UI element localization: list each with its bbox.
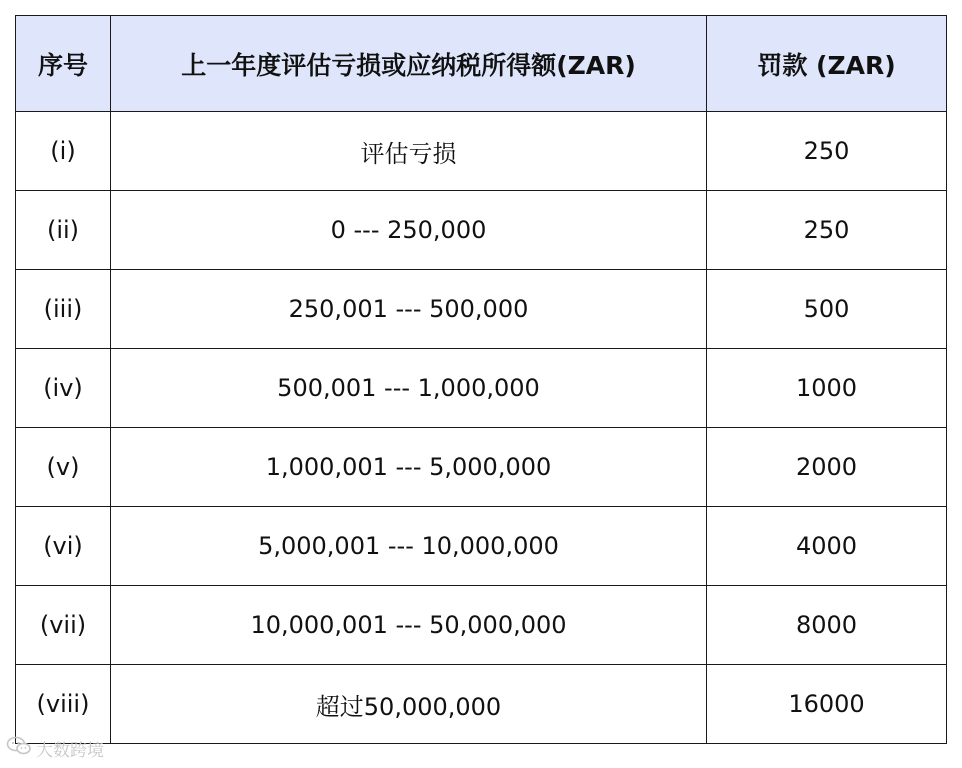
row-index: (vii)	[16, 586, 111, 665]
row-penalty: 1000	[707, 349, 947, 428]
row-income-range: 250,001 --- 500,000	[111, 270, 707, 349]
row-penalty: 500	[707, 270, 947, 349]
header-penalty: 罚款 (ZAR)	[707, 16, 947, 112]
table-row	[16, 665, 947, 744]
row-index: (v)	[16, 428, 111, 507]
wechat-logo-icon	[6, 736, 32, 761]
row-index: (viii)	[16, 665, 111, 744]
table-row	[16, 349, 947, 428]
table-row	[16, 191, 947, 270]
row-penalty: 4000	[707, 507, 947, 586]
row-index: (iv)	[16, 349, 111, 428]
header-income-range: 上一年度评估亏损或应纳税所得额(ZAR)	[111, 16, 707, 112]
row-index: (ii)	[16, 191, 111, 270]
row-income-range: 超过50,000,000	[111, 665, 707, 744]
watermark-text: 大数跨境	[36, 741, 104, 761]
row-penalty: 8000	[707, 586, 947, 665]
row-index: (vi)	[16, 507, 111, 586]
row-income-range: 评估亏损	[111, 112, 707, 191]
row-penalty: 2000	[707, 428, 947, 507]
penalty-table-container	[15, 15, 947, 744]
table-row	[16, 586, 947, 665]
row-index: (iii)	[16, 270, 111, 349]
row-index: (i)	[16, 112, 111, 191]
row-income-range: 5,000,001 --- 10,000,000	[111, 507, 707, 586]
row-penalty: 250	[707, 112, 947, 191]
row-income-range: 10,000,001 --- 50,000,000	[111, 586, 707, 665]
table-row	[16, 270, 947, 349]
table-header-row	[16, 16, 947, 112]
table-row	[16, 428, 947, 507]
row-penalty: 250	[707, 191, 947, 270]
table-row	[16, 112, 947, 191]
table-row	[16, 507, 947, 586]
watermark	[6, 736, 104, 761]
row-penalty: 16000	[707, 665, 947, 744]
row-income-range: 500,001 --- 1,000,000	[111, 349, 707, 428]
row-income-range: 1,000,001 --- 5,000,000	[111, 428, 707, 507]
penalty-table	[15, 15, 947, 744]
header-index: 序号	[16, 16, 111, 112]
row-income-range: 0 --- 250,000	[111, 191, 707, 270]
